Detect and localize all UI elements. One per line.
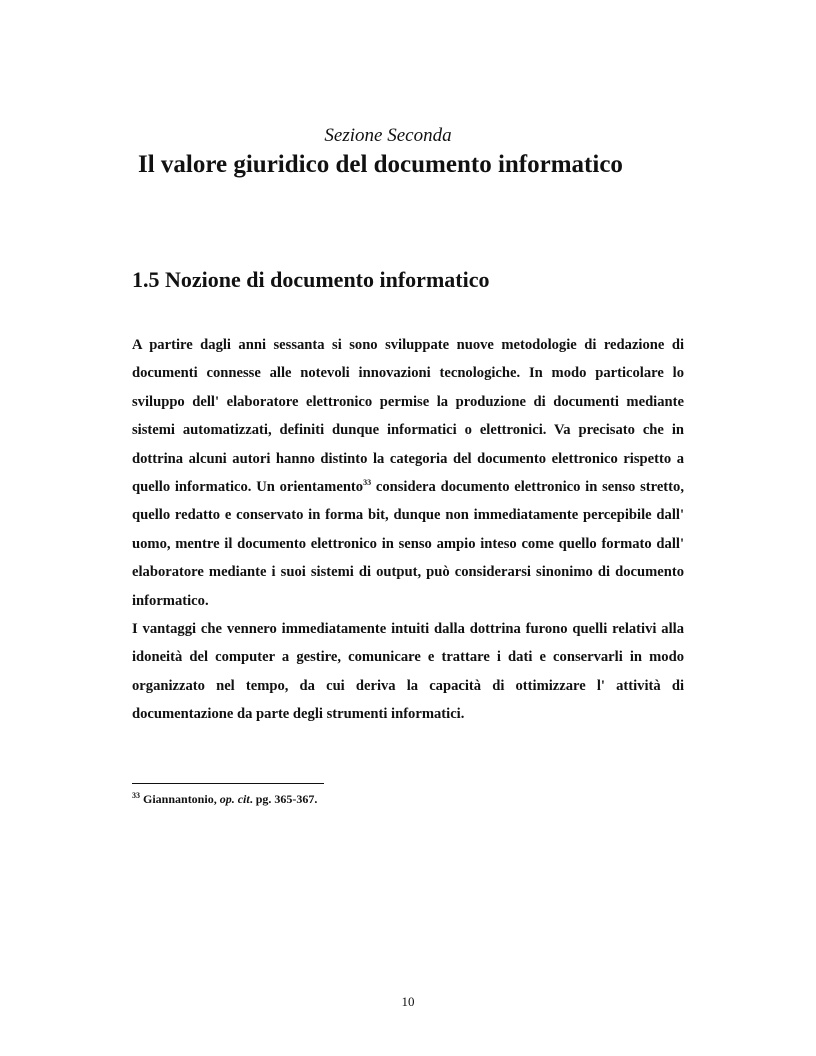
page-number: 10 [401, 994, 415, 1009]
footnote-pages: . pg. 365-367. [249, 792, 318, 806]
footnote-separator [132, 783, 324, 784]
footnote [132, 791, 317, 807]
paragraph-1-before: A partire dagli anni sessanta si sono sviluppate nuove metodologie di redazione di documenti connesse alle notevoli innovazioni tecnologiche. In modo particolare lo sviluppo dell' elaboratore elettronico permise la produzione di documenti mediante sistemi automatizzati, definiti dunque informatici o elettronici. Va precisato che in dottrina alcuni autori hanno distinto la categoria del documento elettronico rispetto a quello informatico. Un orientamento [132, 337, 684, 496]
document-title: Il valore giuridico del documento informatico [138, 151, 623, 178]
section-label: Sezione Seconda [324, 125, 452, 146]
paragraph-1-after: considera documento elettronico in senso stretto, quello redatto e conservato in forma bit, dunque non immediatamente percepibile dall' uomo, mentre il documento elettronico in senso ampio inteso come quello formato dall' elaboratore mediante i suoi sistemi di output, può considerarsi sinonimo di documento informatico. [132, 479, 684, 609]
footnote-author: Giannantonio, [140, 792, 220, 806]
footnote-reference: 33 [363, 478, 372, 488]
footnote-work: op. cit [219, 792, 250, 806]
footnote-number: 33 [132, 791, 140, 800]
body-text [132, 331, 684, 729]
chapter-heading: 1.5 Nozione di documento informatico [132, 267, 490, 292]
paragraph-1 [132, 331, 684, 615]
paragraph-2: I vantaggi che vennero immediatamente intuiti dalla dottrina furono quelli relativi alla idoneità del computer a gestire, comunicare e trattare i dati e conservarli in modo organizzato nel tempo, da cui deriva la capacità di ottimizzare l' attività di documentazione da parte degli strumenti informatici. [132, 621, 684, 723]
